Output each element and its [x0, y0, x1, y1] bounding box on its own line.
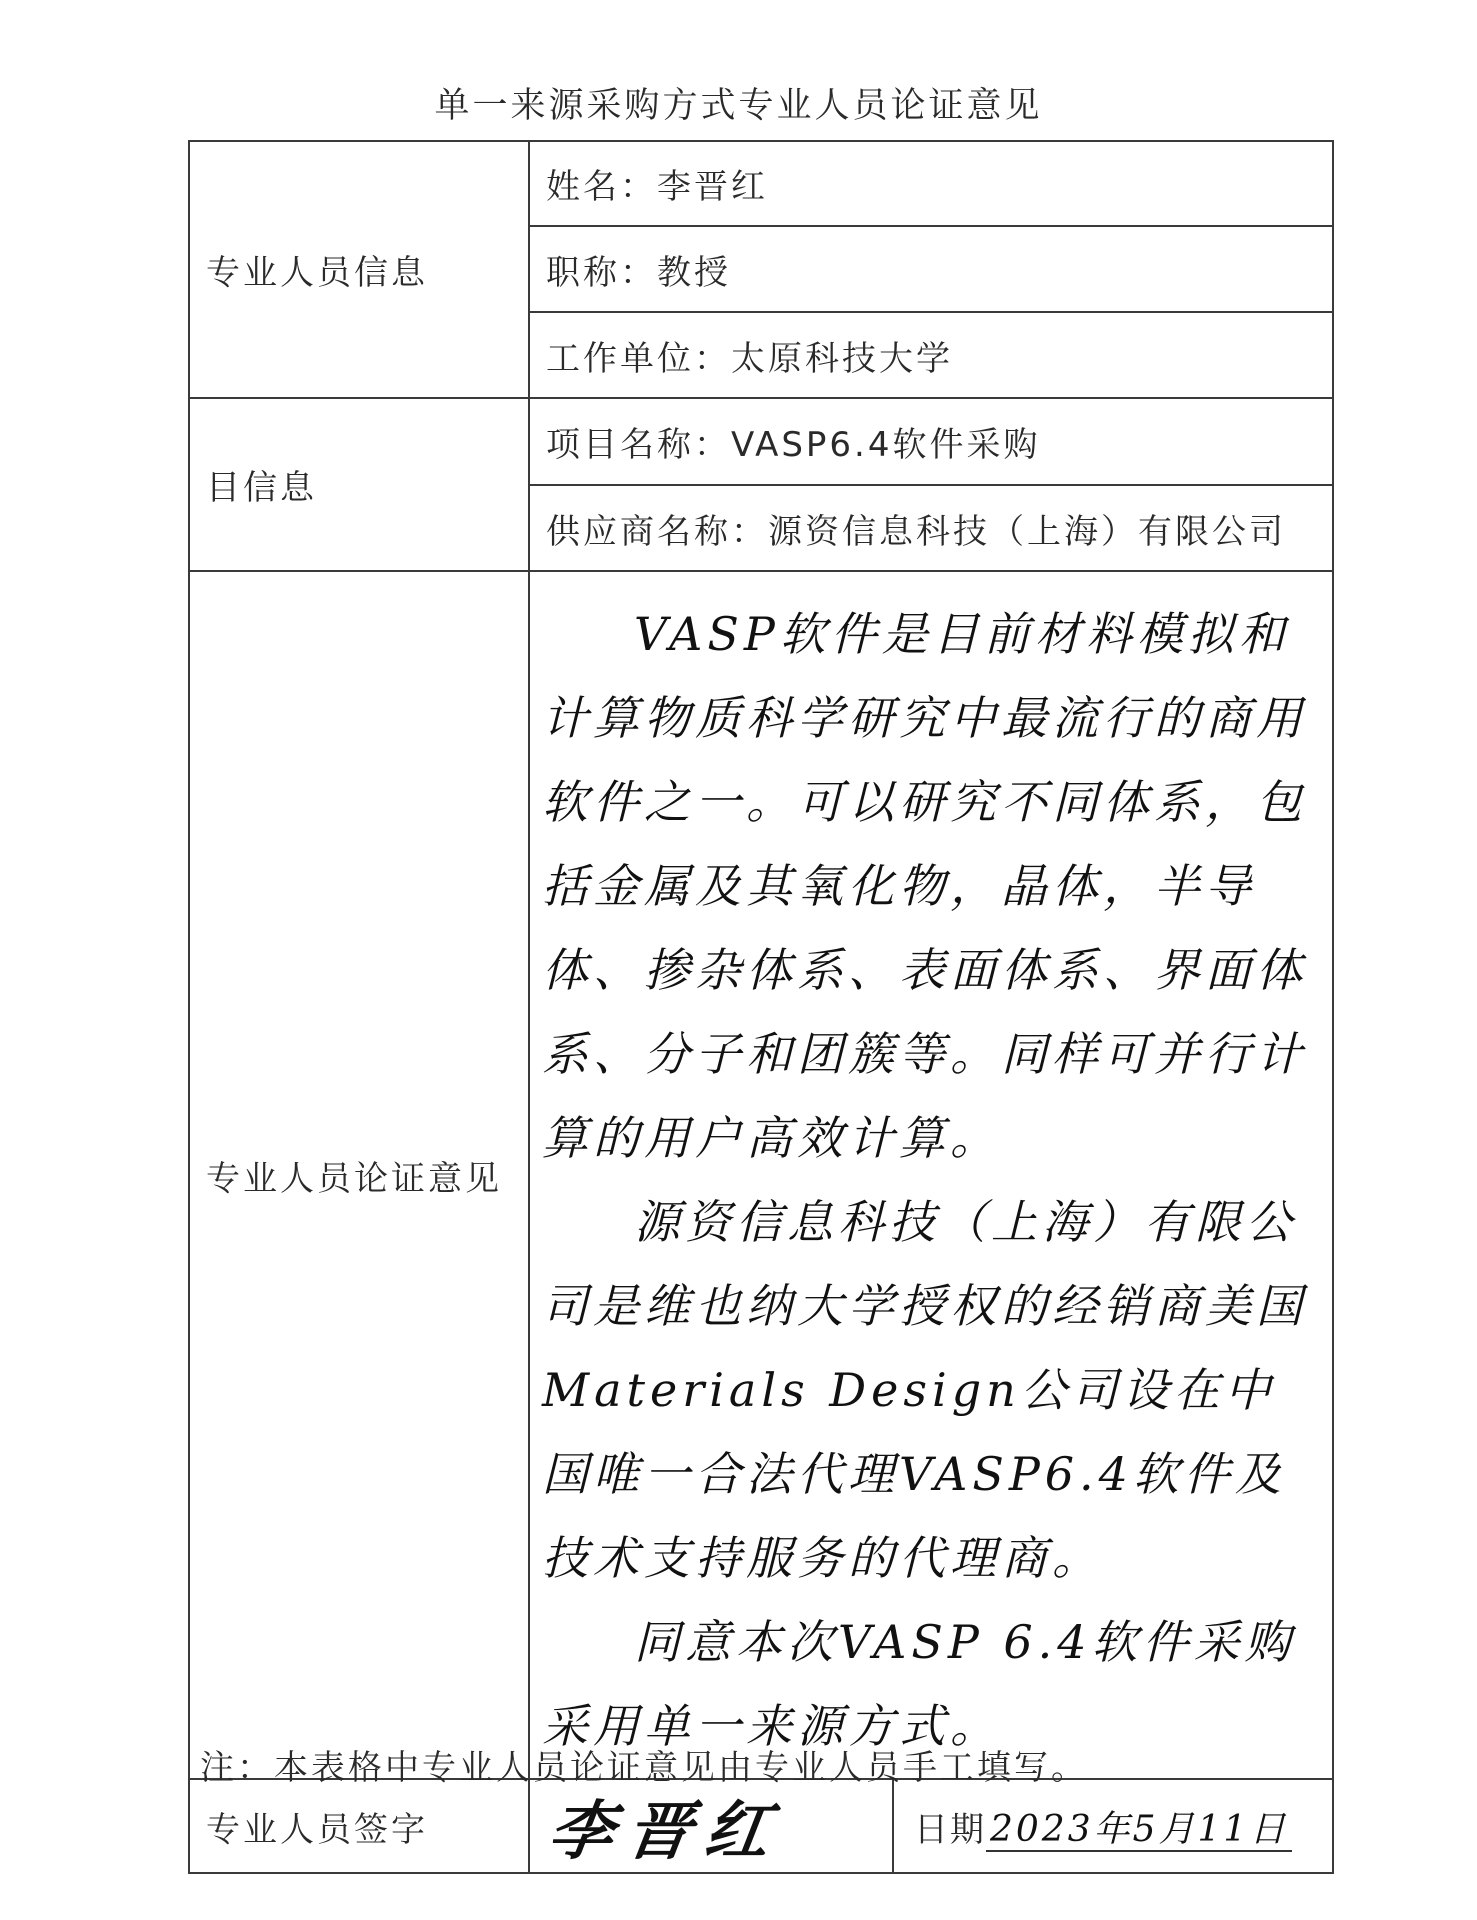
- expert-name: 姓名：李晋红: [529, 141, 1333, 226]
- opinion-paragraph-3: 同意本次VASP 6.4软件采购采用单一来源方式。: [542, 1615, 1296, 1753]
- opinion-form-table: [188, 140, 1334, 1874]
- opinion-paragraph-2: 源资信息科技（上海）有限公司是维也纳大学授权的经销商美国Materials Design公司设在中国唯一合法代理VASP6.4软件及技术支持服务的代理商。: [542, 1195, 1307, 1585]
- project-name-row: [189, 398, 1333, 485]
- signature-cell: [529, 1779, 893, 1873]
- date-value: 2023年5月11日: [986, 1809, 1292, 1852]
- project-info-label: 目信息: [189, 398, 529, 571]
- document-title: 单一来源采购方式专业人员论证意见: [434, 86, 1043, 126]
- date-cell: [893, 1779, 1333, 1873]
- opinion-row: [189, 571, 1333, 1779]
- opinion-label: 专业人员论证意见: [189, 571, 529, 1779]
- opinion-content: [529, 571, 1333, 1779]
- expert-title: 职称：教授: [529, 226, 1333, 312]
- handwritten-signature: 李晋红: [543, 1794, 789, 1869]
- signature-row: [189, 1779, 1333, 1873]
- signature-label: 专业人员签字: [189, 1779, 529, 1873]
- expert-employer: 工作单位：太原科技大学: [529, 312, 1333, 398]
- expert-info-label: 专业人员信息: [189, 141, 529, 398]
- footnote: 注：本表格中专业人员论证意见由专业人员手工填写。: [200, 1748, 1088, 1788]
- project-name: 项目名称：VASP6.4软件采购: [529, 398, 1333, 485]
- supplier-name: 供应商名称：源资信息科技（上海）有限公司: [529, 485, 1333, 571]
- expert-name-row: [189, 141, 1333, 226]
- date-label: 日期: [914, 1809, 986, 1850]
- opinion-paragraph-1: VASP软件是目前材料模拟和计算物质科学研究中最流行的商用软件之一。可以研究不同体系，包括金属及其氧化物，晶体，半导体、掺杂体系、表面体系、界面体系、分子和团簇等。同样可并行计算的用户高效计算。: [542, 607, 1307, 1165]
